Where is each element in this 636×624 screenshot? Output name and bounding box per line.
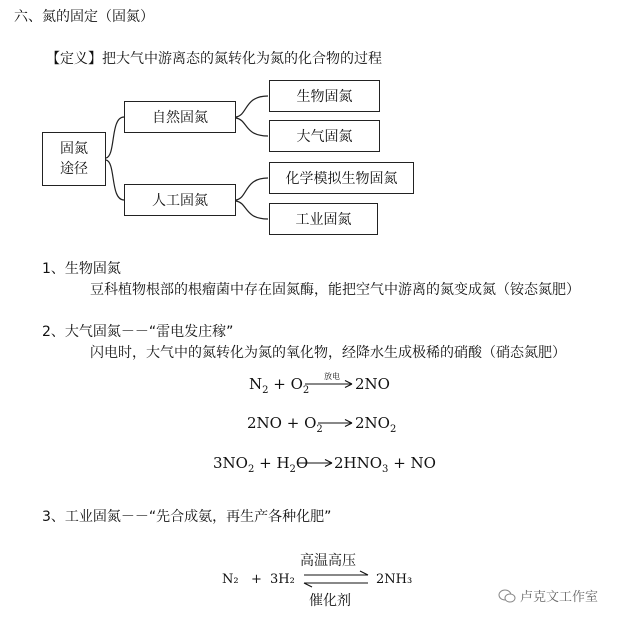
definition-tag: 【定义】 [46, 51, 102, 67]
eq3-plus-no: + NO [388, 454, 436, 472]
eq1-product: 2NO [355, 375, 390, 393]
natural-fixation-label: 自然固氮 [152, 110, 208, 126]
eq3-no: 3NO [213, 454, 248, 472]
eq3-hno: 2HNO [334, 454, 383, 472]
eq2-right-text: 2NO [355, 414, 390, 432]
item3-heading: 3、工业固氮－－“先合成氨，再生产各种化肥” [42, 509, 332, 525]
item1-body: 豆科植物根部的根瘤菌中存在固氮酶，能把空气中游离的氮变成氮（铵态氮肥） [90, 282, 580, 298]
eq1-n: N [249, 375, 263, 393]
root-line-2: 途径 [60, 161, 88, 177]
item1-heading: 1、生物固氮 [42, 261, 121, 277]
eq3-h-sub: 2 [289, 464, 296, 475]
definition-text: 把大气中游离态的氮转化为氮的化合物的过程 [102, 51, 382, 67]
haber-condition-bottom: 催化剂 [309, 593, 351, 609]
eq1-condition: 放电 [324, 372, 340, 381]
haber-plus: + [251, 572, 262, 587]
section-title: 六、氮的固定（固氮） [14, 9, 154, 25]
watermark-text: 卢克文工作室 [520, 590, 599, 605]
eq3-no-sub: 2 [247, 464, 255, 475]
watermark [498, 586, 598, 605]
eq3-o: O [295, 454, 309, 472]
eq3-plus-h: + H [254, 454, 290, 472]
eq3-hno-sub: 3 [382, 464, 389, 475]
root-line-1: 固氮 [60, 141, 88, 157]
wechat-icon [498, 589, 516, 603]
eq2-left-text: 2NO + O [247, 414, 317, 432]
item2-heading: 2、大气固氮－－“雷电发庄稼” [42, 324, 234, 340]
eq1-n-sub: 2 [262, 385, 269, 396]
eq1-o-sub: 2 [302, 385, 310, 396]
eq2-right-sub: 2 [389, 424, 397, 435]
haber-condition-top: 高温高压 [300, 553, 356, 569]
atmospheric-fixation-label: 大气固氮 [296, 129, 353, 145]
haber-n2: N₂ [222, 572, 239, 587]
industrial-fixation-label: 工业固氮 [295, 212, 352, 228]
chemical-simulation-label: 化学模拟生物固氮 [285, 171, 398, 187]
item2-body: 闪电时，大气中的氮转化为氮的氧化物，经降水生成极稀的硝酸（硝态氮肥） [90, 345, 566, 361]
eq2-left-sub: 2 [316, 424, 323, 435]
biological-fixation-label: 生物固氮 [296, 89, 353, 105]
haber-h2: 3H₂ [270, 572, 295, 587]
eq1-plus-o: + O [268, 375, 303, 393]
haber-nh3: 2NH₃ [376, 572, 413, 587]
artificial-fixation-label: 人工固氮 [152, 193, 208, 209]
